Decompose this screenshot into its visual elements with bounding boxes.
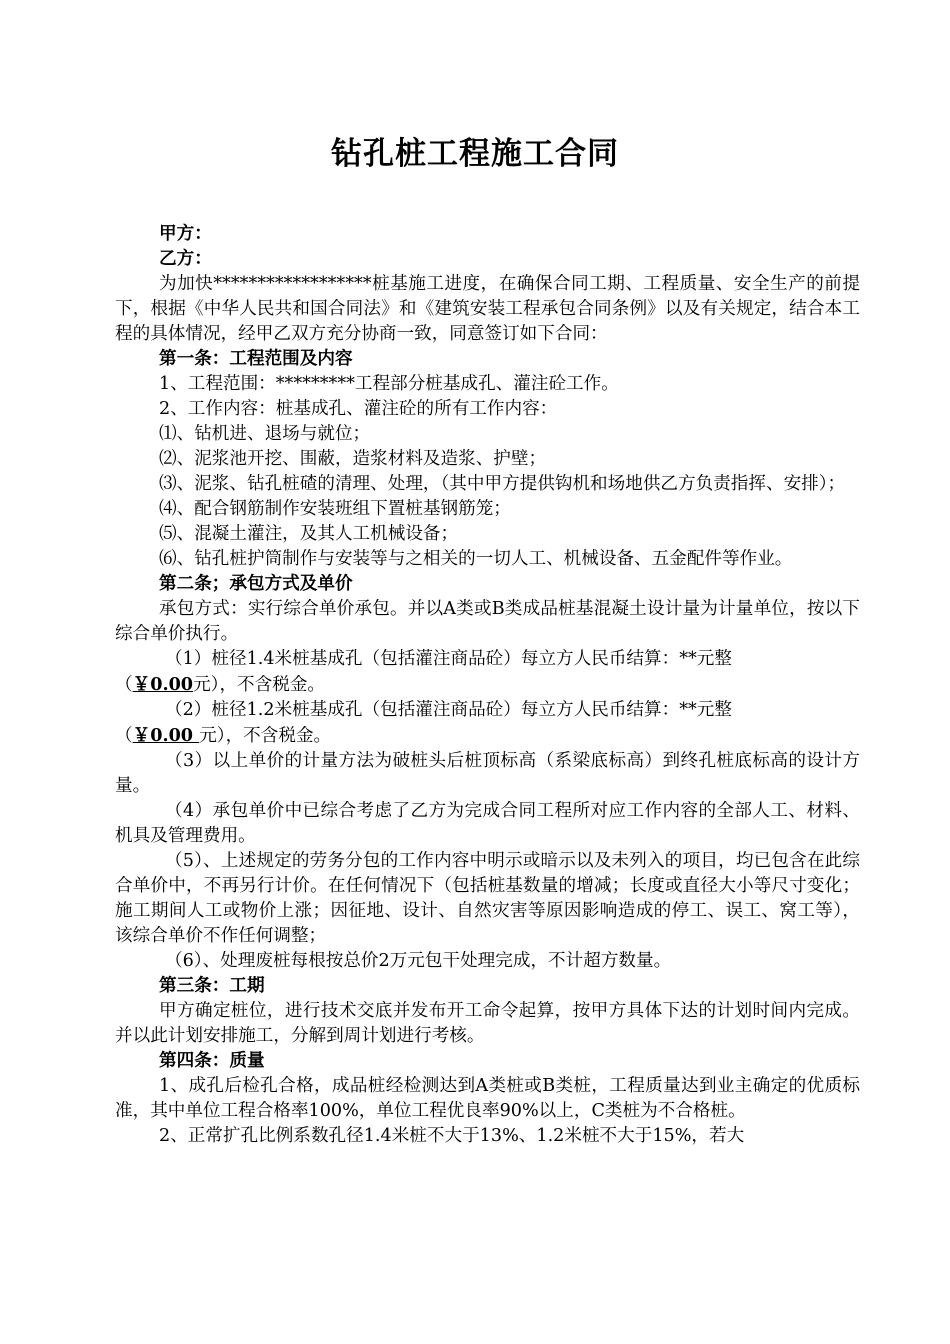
party-b-line: 乙方： [159,249,212,269]
article-1-item: ⑸、混凝土灌注，及其人工机械设备； [159,524,459,544]
measurement-method-paragraph: （3）以上单价的计量方法为破桩头后桩顶标高（系梁底标高）到终孔桩底标高的设计方量。 [115,751,860,796]
document-title: 钻孔桩工程施工合同 [331,136,619,172]
article-1-item: ⑵、泥浆池开挖、围蔽，造浆材料及造浆、护壁； [159,449,547,469]
cost-inclusion-paragraph: （4）承包单价中已综合考虑了乙方为完成合同工程所对应工作内容的全部人工、材料、机具及管理费用。 [115,801,860,846]
contract-mode-paragraph: 承包方式：实行综合单价承包。并以A类或B类成品桩基混凝土设计量为计量单位，按以下综合单价执行。 [115,599,860,644]
document-body [115,222,860,1149]
unit-price-2-line: （2）桩径1.2米桩基成孔（包括灌注商品砼）每立方人民币结算：**元整 [165,700,732,720]
article-1-heading: 第一条：工程范围及内容 [159,349,353,369]
article-1-item: ⑷、配合钢筋制作安装班组下置桩基钢筋笼； [159,499,511,519]
party-a-line: 甲方： [159,224,212,244]
unit-price-1-amount: ￥0.00 [132,674,194,695]
unit-price-2-amount: ￥0.00 [132,725,200,746]
paren-open: （ [115,726,133,746]
paren-open: （ [115,675,133,695]
article-1-item: 1、工程范围：*********工程部分桩基成孔、灌注砼工作。 [159,374,619,394]
intro-paragraph: 为加快******************桩基施工进度，在确保合同工期、工程质量、安全生产的前提下，根据《中华人民共和国合同法》和《建筑安装工程承包合同条例》以及有关规定，结合本工程的具体情况，经甲乙双方充分协商一致，同意签订如下合同： [115,274,860,344]
article-1-item: ⑹、钻孔桩护筒制作与安装等与之相关的一切人工、机械设备、五金配件等作业。 [159,549,793,569]
unit-price-1-line: （1）桩径1.4米桩基成孔（包括灌注商品砼）每立方人民币结算：**元整 [165,649,732,669]
unit-price-1-amount-line [115,672,860,698]
amount-suffix: 元），不含税金。 [199,726,332,746]
schedule-paragraph: 甲方确定桩位，进行技术交底并发布开工命令起算，按甲方具体下达的计划时间内完成。并以此计划安排施工，分解到周计划进行考核。 [115,1001,860,1046]
article-1-item: 2、工作内容：桩基成孔、灌注砼的所有工作内容： [159,399,558,419]
quality-item-1: 1、成孔后检孔合格，成品桩经检测达到A类桩或B类桩，工程质量达到业主确定的优质标准，其中单位工程合格率100%，单位工程优良率90%以上，C类桩为不合格桩。 [115,1076,860,1121]
waste-pile-paragraph: （6）、处理废桩每根按总价2万元包干处理完成，不计超方数量。 [165,951,672,971]
quality-item-2: 2、正常扩孔比例系数孔径1.4米桩不大于13%、1.2米桩不大于15%，若大 [159,1126,745,1146]
article-2-heading: 第二条；承包方式及单价 [159,574,353,594]
article-3-heading: 第三条：工期 [159,976,265,996]
no-adjustment-paragraph: （5）、上述规定的劳务分包的工作内容中明示或暗示以及未列入的项目，均已包含在此综合单价中，不再另行计价。在任何情况下（包括桩基数量的增减；长度或直径大小等尺寸变化；施工期间人工或物价上涨；因征地、设计、自然灾害等原因影响造成的停工、误工、窝工等），该综合单价不作任何调整； [115,851,860,946]
unit-price-2-amount-line [115,723,860,749]
article-1-item: ⑴、钻机进、退场与就位； [159,424,371,444]
article-1-item: ⑶、泥浆、钻孔桩碴的清理、处理，（其中甲方提供钩机和场地供乙方负责指挥、安排）； [159,474,846,494]
amount-suffix: 元），不含税金。 [193,675,326,695]
article-4-heading: 第四条：质量 [159,1051,265,1071]
